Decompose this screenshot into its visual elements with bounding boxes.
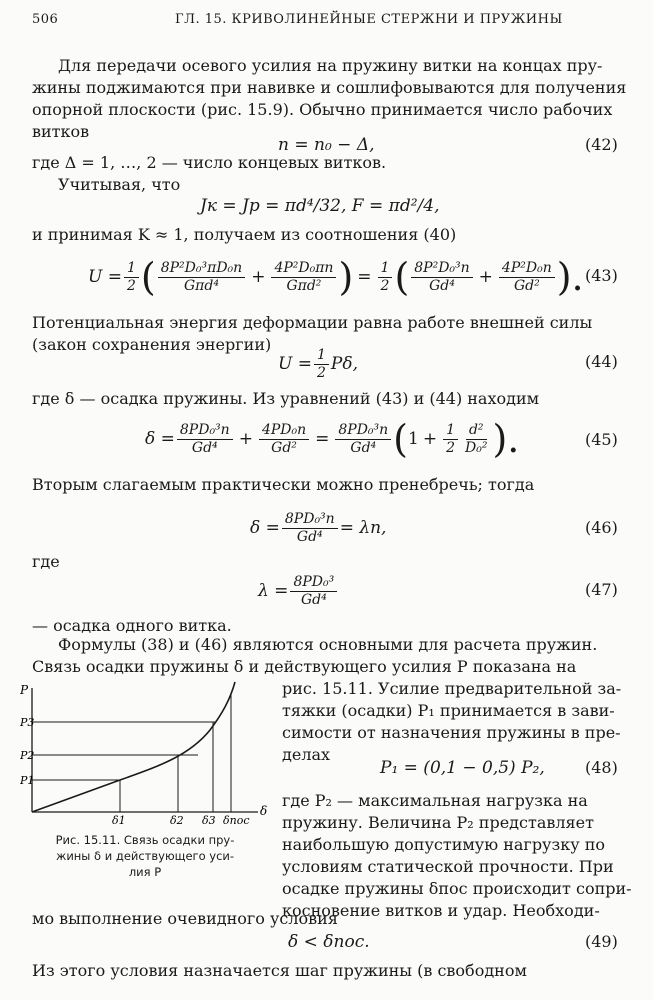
plus-sign: + <box>422 429 438 449</box>
equation-47 <box>258 568 339 614</box>
paragraph-line: тяжки (осадки) P₁ принимается в зави- <box>282 701 615 720</box>
denominator: Gd² <box>271 439 297 456</box>
numerator: 1 <box>378 260 393 278</box>
paragraph-line: симости от назначения пружины в пре- <box>282 723 621 742</box>
equation-44 <box>278 344 358 384</box>
numerator: 8PD₀³n <box>177 422 233 440</box>
fraction-half <box>378 260 393 295</box>
load-deflection-curve <box>32 682 235 812</box>
one: 1 <box>408 429 419 449</box>
tick-label-d3: δ3 <box>202 814 216 825</box>
paragraph-line: опорной плоскости (рис. 15.9). Обычно принимается число рабочих <box>32 100 613 119</box>
fraction <box>499 260 555 295</box>
tick-label-d1: δ1 <box>112 814 126 825</box>
denominator: Gd⁴ <box>429 277 455 294</box>
denominator: Gd⁴ <box>300 591 327 608</box>
numerator: 4P²D₀n <box>499 260 555 278</box>
fraction-half <box>443 422 458 457</box>
paragraph-line: жины поджимаются при навивке и сошлифовываются для получения <box>32 78 627 97</box>
caption-line: лия P <box>128 865 162 879</box>
numerator: 1 <box>124 260 139 278</box>
numerator: 1 <box>443 422 458 440</box>
paragraph-line: Вторым слагаемым практически можно пренебречь; тогда <box>32 475 535 494</box>
denominator: Gπd² <box>286 277 322 294</box>
fraction <box>411 260 472 295</box>
paragraph-line: Из этого условия назначается шаг пружины (в свободном <box>32 961 527 980</box>
denominator: Gd⁴ <box>191 439 218 456</box>
tick-label-p2: P2 <box>20 749 35 762</box>
paragraph-line: (закон сохранения энергии) <box>32 335 272 354</box>
page-number: 506 <box>32 12 59 27</box>
equation-rhs: Pδ, <box>330 354 358 374</box>
equals-sign: = <box>357 267 372 287</box>
equation-46 <box>250 505 386 551</box>
denominator: D₀² <box>465 439 488 456</box>
denominator: Gd⁴ <box>296 528 323 545</box>
paragraph-line: рис. 15.11. Усилие предварительной за- <box>282 679 622 698</box>
paren-close: ). <box>556 255 584 299</box>
numerator: 4P²D₀πn <box>271 260 336 278</box>
chapter-title: ГЛ. 15. КРИВОЛИНЕЙНЫЕ СТЕРЖНИ И ПРУЖИНЫ <box>175 12 563 27</box>
fraction <box>335 422 391 457</box>
fraction <box>290 574 337 609</box>
paragraph-line: условиям статической прочности. При <box>282 857 614 876</box>
equation-42: n = n₀ − Δ, <box>278 135 375 155</box>
denominator: 2 <box>380 277 390 294</box>
tick-label-dpos: δпос <box>223 814 250 825</box>
equation-lhs: U = <box>278 354 312 374</box>
equation-rhs: = λn, <box>339 518 387 538</box>
plus-sign: + <box>251 267 266 287</box>
equation-number: (42) <box>585 135 618 154</box>
fraction <box>271 260 336 295</box>
equation-49: δ < δпос. <box>288 932 370 952</box>
equation-moments: Jк = Jр = πd⁴/32, F = πd²/4, <box>200 196 440 216</box>
fraction <box>462 422 490 457</box>
denominator: 2 <box>446 439 455 456</box>
equation-lhs: U = <box>88 267 122 287</box>
equation-lhs: λ = <box>258 581 289 601</box>
paragraph-line: где P₂ — максимальная нагрузка на <box>282 791 588 810</box>
paragraph-line: осадке пружины δпос происходит сопри- <box>282 879 632 898</box>
paren-open: ( <box>393 417 408 461</box>
axis-label-p: P <box>20 683 29 697</box>
denominator: 2 <box>316 364 326 381</box>
equation-number: (48) <box>585 758 618 777</box>
numerator: 8PD₀³ <box>290 574 337 592</box>
paragraph-line: витков <box>32 122 90 141</box>
tick-label-p3: P3 <box>20 716 35 729</box>
denominator: Gd⁴ <box>350 439 377 456</box>
equation-lhs: δ = <box>250 518 280 538</box>
numerator: 8P²D₀³n <box>411 260 472 278</box>
paragraph-line: Для передачи осевого усилия на пружину витки на концах пру- <box>58 56 603 75</box>
denominator: Gd² <box>513 277 540 294</box>
equation-number: (44) <box>585 352 618 371</box>
denominator: Gπd⁴ <box>183 277 219 294</box>
fraction-half <box>314 347 329 382</box>
paren-close: ) <box>338 255 354 299</box>
paragraph-line: где δ — осадка пружины. Из уравнений (43) и (44) находим <box>32 389 540 408</box>
paragraph-line: Потенциальная энергия деформации равна работе внешней силы <box>32 313 593 332</box>
paren-close: ). <box>492 417 520 461</box>
paragraph-line: мо выполнение очевидного условия <box>32 909 338 928</box>
numerator: 8P²D₀³πD₀n <box>158 260 245 278</box>
fraction <box>259 422 309 457</box>
fraction <box>158 260 245 295</box>
equation-number: (47) <box>585 580 618 599</box>
equation-number: (46) <box>585 518 618 537</box>
equals-sign: = <box>315 429 330 449</box>
equation-number: (43) <box>585 266 618 285</box>
paren-open: ( <box>140 255 156 299</box>
numerator: 1 <box>314 347 329 365</box>
fraction <box>177 422 233 457</box>
paragraph-line: косновение витков и удар. Необходи- <box>282 901 600 920</box>
paragraph-line: делах <box>282 745 331 764</box>
equation-number: (45) <box>585 430 618 449</box>
paren-open: ( <box>394 255 410 299</box>
paragraph-line: где Δ = 1, …, 2 — число концевых витков. <box>32 153 387 172</box>
equation-number: (49) <box>585 932 618 951</box>
paragraph-line: пружину. Величина P₂ представляет <box>282 813 594 832</box>
numerator: 8PD₀³n <box>335 422 391 440</box>
axis-label-delta: δ <box>260 804 268 818</box>
fraction-half <box>124 260 139 295</box>
paragraph-line: Учитывая, что <box>58 175 181 194</box>
equation-48: P₁ = (0,1 − 0,5) P₂, <box>380 758 545 778</box>
plus-sign: + <box>238 429 253 449</box>
plus-sign: + <box>478 267 493 287</box>
paragraph-line: и принимая K ≈ 1, получаем из соотношения (40) <box>32 225 457 244</box>
numerator: 8PD₀³n <box>282 511 338 529</box>
paragraph-line: — осадка одного витка. <box>32 616 232 635</box>
numerator: 4PD₀n <box>259 422 309 440</box>
equation-43 <box>88 250 584 304</box>
caption-line: жины δ и действующего уси- <box>55 849 235 863</box>
caption-line: Рис. 15.11. Связь осадки пру- <box>55 833 235 847</box>
paragraph-line: наибольшую допустимую нагрузку по <box>282 835 605 854</box>
denominator: 2 <box>126 277 136 294</box>
paragraph-line: Формулы (38) и (46) являются основными для расчета пружин. <box>58 635 598 654</box>
paragraph-line: где <box>32 552 60 571</box>
figure-caption <box>20 832 270 880</box>
paragraph-line: Связь осадки пружины δ и действующего усилия P показана на <box>32 657 577 676</box>
tick-label-p1: P1 <box>20 774 35 787</box>
numerator: d² <box>466 422 487 440</box>
fraction <box>282 511 338 546</box>
spring-load-figure <box>20 680 275 825</box>
tick-label-d2: δ2 <box>170 814 184 825</box>
equation-lhs: δ = <box>145 429 175 449</box>
equation-45 <box>145 412 519 466</box>
